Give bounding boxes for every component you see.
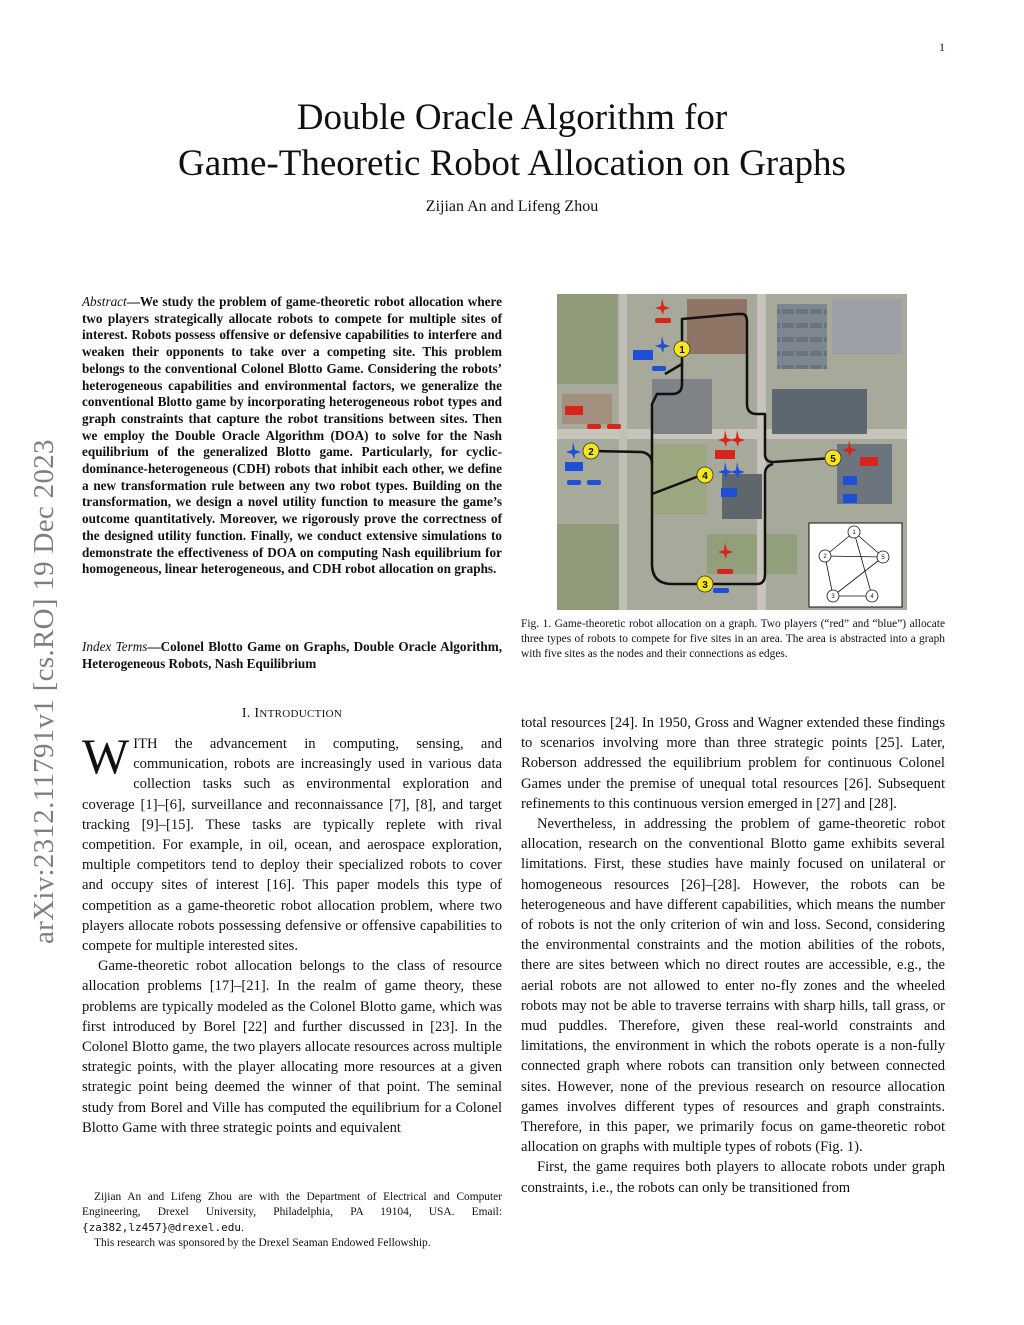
intro-paragraph-1-text: ITH the advancement in computing, sensing, and communication, robots are increasingly used in various data collection tasks such as environmental exploration and coverage [1]–[6], surveillance and reconnaissance [7], [8], and target tracking [9]–[15]. These tasks are typically replete with rival competition. For example, in oil, ocean, and aerospace exploration, multiple competitors tend to deploy their specialized robots to cover and occupy sites of interest [16]. This paper models this type of competition as a game-theoretic robot allocation problem, where two players allocate robots possessing defensive or offensive capabilities to compete for multiple interested sites. xyxy=(82,736,502,955)
figure-1-image xyxy=(557,294,907,610)
footnote-email[interactable]: {za382,lz457}@drexel.edu xyxy=(82,1221,241,1234)
index-terms-label: Index Terms xyxy=(82,639,148,654)
section-heading xyxy=(82,706,502,722)
blue-truck-icon xyxy=(633,350,653,360)
red-truck-icon xyxy=(565,406,583,415)
map-building xyxy=(772,389,867,434)
section-title-initial: I xyxy=(254,706,260,721)
intro-right-paragraph-1: total resources [24]. In 1950, Gross and Wagner extended these findings to scenarios involving more than three strategic points [25]. Later, Roberson addressed the equilibrium problem for continuous Colonel Games under the premise of unequal total resources [26]. Subsequent refinements to this continuous version emerged in [27] and [28]. xyxy=(521,715,945,812)
blue-drone-icon xyxy=(587,480,601,485)
figure-1-caption: Fig. 1. Game-theoretic robot allocation on a graph. Two players (“red” and “blue”) allocate three types of robots to compete for five sites in an area. The area is abstracted into a graph with five sites as the nodes and their connections as edges. xyxy=(521,618,945,660)
graph-node-2-label: 2 xyxy=(823,554,827,560)
graph-inset xyxy=(809,523,902,607)
intro-right-column xyxy=(521,713,945,1198)
blue-truck-icon xyxy=(843,476,857,485)
intro-paragraph-1 xyxy=(82,728,502,956)
footnote-affiliation-text: Zijian An and Lifeng Zhou are with the Department of Electrical and Computer Engineering, Drexel University, Philadelphia, PA 19104, USA. Email: xyxy=(82,1191,502,1218)
red-drone-icon xyxy=(655,318,671,323)
map-grass xyxy=(707,534,797,574)
intro-right-paragraph-2: Nevertheless, in addressing the problem of game-theoretic robot allocation, research on the conventional Blotto game exhibits several limitations. First, these studies have mainly focused on unilateral or homogeneous resources [26]–[28]. However, the robots can be heterogeneous and have different capabilities, which means the number of robots is not the only criterion of win and loss. Second, considering the environmental constraints and the motion abilities of the robots, there are sites between which no direct routes are accessible, e.g., the aerial robots are not allowed to enter no-fly zones and the wheeled robots may not be able to traverse terrains with sharp hills, tall grass, or mud puddles. Therefore, given these real-world constraints and limitations, the environment in which the robots operate is a non-fully connected graph where robots can transition only between connected sites. However, none of the previous research on resource allocation games involves different types of resources and graph constraints. Therefore, in this paper, we primarily focus on game-theoretic robot allocation on graphs with multiple types of robots (Fig. 1). xyxy=(521,816,945,1156)
site-node-2 xyxy=(583,443,599,459)
blue-drone-icon xyxy=(713,588,729,593)
abstract-label: Abstract xyxy=(82,294,127,309)
title-line-1: Double Oracle Algorithm for xyxy=(296,97,728,138)
map-building xyxy=(687,299,747,354)
map-grass xyxy=(557,524,627,610)
graph-node-3-label: 3 xyxy=(831,594,835,600)
index-terms-text: —Colonel Blotto Game on Graphs, Double Oracle Algorithm, Heterogeneous Robots, Nash Equilibrium xyxy=(82,639,502,671)
abstract-text: —We study the problem of game-theoretic robot allocation where two players strategically allocate robots to compete for multiple sites of interest. Robots possess offensive or defensive capabilities to interfere and weaken their opponents to take over a competing site. This problem belongs to the conventional Colonel Blotto Game. Considering the robots’ heterogeneous capabilities and environmental factors, we generalize the conventional Blotto game by incorporating heterogeneous robot types and graph constraints that capture the robot transitions between sites. Then we employ the Double Oracle Algorithm (DOA) to solve for the Nash equilibrium of the generalized Blotto game. Particularly, for cyclic-dominance-heterogeneous (CDH) robots that inhibit each other, we define a new transformation rule between any two robot types. Building on the transformation, we design a novel utility function to measure the game’s outcome quantitatively. Moreover, we rigorously prove the correctness of the designed utility function. Finally, we conduct extensive simulations to demonstrate the effectiveness of DOA on computing Nash equilibrium for homogeneous, linear heterogeneous, and CDH robot allocation on graphs. xyxy=(82,294,502,577)
red-drone-icon xyxy=(607,424,621,429)
blue-drone-icon xyxy=(567,480,581,485)
blue-truck-icon xyxy=(721,488,737,497)
map-building xyxy=(777,304,827,369)
section-title-rest: NTRODUCTION xyxy=(259,708,343,720)
page-number: 1 xyxy=(939,40,945,54)
site-node-5 xyxy=(825,450,841,466)
graph-node-1-label: 1 xyxy=(852,530,856,536)
map-grass xyxy=(557,294,617,384)
intro-right-paragraph-3: First, the game requires both players to allocate robots under graph constraints, i.e., the robots can only be transitioned from xyxy=(521,1159,945,1196)
title-line-2: Game-Theoretic Robot Allocation on Graphs xyxy=(178,143,846,184)
intro-left-column xyxy=(82,728,502,1138)
site-node-5-label: 5 xyxy=(830,454,836,465)
paper-title xyxy=(0,95,1024,187)
graph-node-5-label: 5 xyxy=(881,555,885,561)
red-truck-icon xyxy=(860,457,878,466)
footnote-funding: This research was sponsored by the Drexel Seaman Endowed Fellowship. xyxy=(94,1237,431,1249)
abstract xyxy=(82,294,502,578)
site-node-1-label: 1 xyxy=(679,345,685,356)
blue-drone-icon xyxy=(652,366,666,371)
site-node-1 xyxy=(674,341,690,357)
footnote-affiliation xyxy=(82,1190,502,1236)
site-node-2-label: 2 xyxy=(588,447,594,458)
graph-node-4-label: 4 xyxy=(870,594,874,600)
site-node-4 xyxy=(697,467,713,483)
red-drone-icon xyxy=(587,424,601,429)
drop-cap: W xyxy=(82,728,130,784)
red-drone-icon xyxy=(717,569,733,574)
authors: Zijian An and Lifeng Zhou xyxy=(425,198,599,215)
section-number: I. xyxy=(241,706,251,721)
footnote xyxy=(82,1190,502,1251)
index-terms xyxy=(82,639,502,672)
intro-paragraph-2: Game-theoretic robot allocation belongs to the class of resource allocation problems [17]–[21]. In the realm of game theory, these problems are typically modeled as the Colonel Blotto game, which was first introduced by Borel [22] and further discussed in [23]. In the Colonel Blotto game, the two players allocate resources across multiple strategic points, with the player allocating more resources at a given strategic point being deemed the winner of that point. The seminal study from Borel and Ville has computed the equilibrium for a Colonel Blotto Game with three strategic points and equivalent xyxy=(82,958,502,1136)
site-node-4-label: 4 xyxy=(702,471,708,482)
site-node-3 xyxy=(697,576,713,592)
red-truck-icon xyxy=(715,450,735,459)
footnote-affiliation-end: . xyxy=(240,1222,244,1234)
arxiv-stamp[interactable]: arXiv:2312.11791v1 [cs.RO] 19 Dec 2023 xyxy=(28,439,60,944)
map-building xyxy=(832,299,902,354)
site-node-3-label: 3 xyxy=(702,580,708,591)
blue-truck-icon xyxy=(565,462,583,471)
blue-truck-icon xyxy=(843,494,857,503)
